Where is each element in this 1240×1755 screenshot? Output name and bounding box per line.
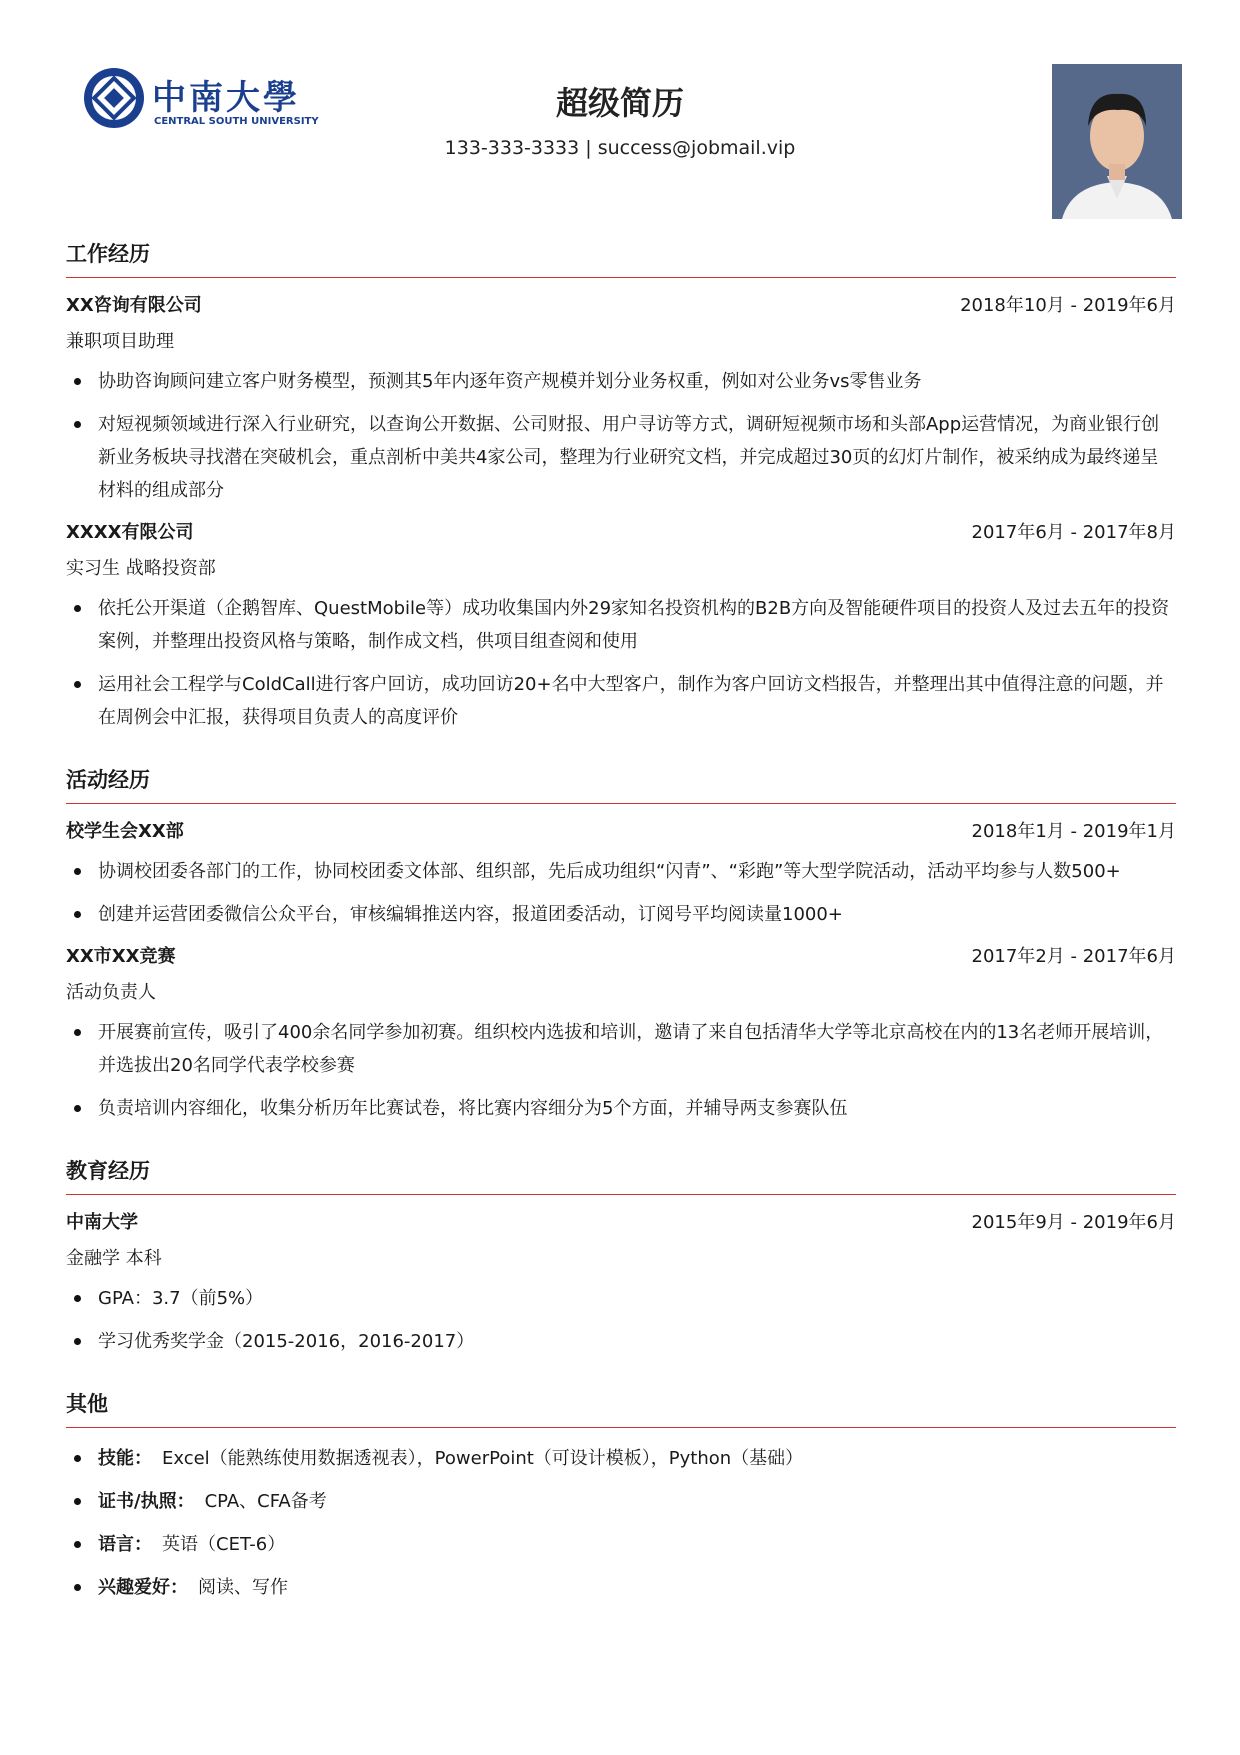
other-item <box>66 1485 1176 1518</box>
entry-date: 2017年2月 - 2017年6月 <box>971 946 1176 967</box>
activity-entry <box>66 943 1176 1125</box>
other-value: Excel（能熟练使用数据透视表），PowerPoint（可设计模板），Python（基础） <box>162 1448 804 1469</box>
other-section <box>66 1388 1176 1604</box>
entry-date: 2017年6月 - 2017年8月 <box>971 522 1176 543</box>
bullet-item: 协调校团委各部门的工作，协同校团委文体部、组织部，先后成功组织“闪青”、“彩跑”等大型学院活动，活动平均参与人数500+ <box>66 855 1176 888</box>
entry-date: 2015年9月 - 2019年6月 <box>971 1212 1176 1233</box>
other-section-title: 其他 <box>66 1388 1176 1428</box>
entry-org: XXXX有限公司 <box>66 522 194 543</box>
logo-name-cn: 中南大學 <box>152 78 300 118</box>
other-item <box>66 1528 1176 1561</box>
bullet-item: GPA：3.7（前5%） <box>66 1282 1176 1315</box>
education-entry <box>66 1209 1176 1358</box>
entry-role: 金融学 本科 <box>66 1248 162 1269</box>
entry-org: XX市XX竞赛 <box>66 946 176 967</box>
other-key: 兴趣爱好： <box>98 1577 188 1598</box>
entry-org: 校学生会XX部 <box>66 821 184 842</box>
entry-org: 中南大学 <box>66 1212 138 1233</box>
activity-entry <box>66 818 1176 931</box>
education-section <box>66 1155 1176 1358</box>
logo-name-en: CENTRAL SOUTH UNIVERSITY <box>154 116 319 127</box>
bullet-item: 学习优秀奖学金（2015-2016，2016-2017） <box>66 1325 1176 1358</box>
person-portrait-icon <box>1052 64 1182 219</box>
entry-org: XX咨询有限公司 <box>66 295 202 316</box>
entry-date: 2018年10月 - 2019年6月 <box>960 295 1176 316</box>
bullet-item: 开展赛前宣传，吸引了400余名同学参加初赛。组织校内选拔和培训，邀请了来自包括清华大学等北京高校在内的13名老师开展培训，并选拔出20名同学代表学校参赛 <box>66 1016 1176 1082</box>
entry-role: 兼职项目助理 <box>66 331 174 352</box>
other-key: 技能： <box>98 1448 152 1469</box>
work-section-title: 工作经历 <box>66 238 1176 278</box>
other-item <box>66 1571 1176 1604</box>
work-entry <box>66 519 1176 734</box>
contact-info: 133-333-3333 | success@jobmail.vip <box>444 137 796 159</box>
other-value: CPA、CFA备考 <box>204 1491 327 1512</box>
other-value: 阅读、写作 <box>198 1577 288 1598</box>
bullet-item: 创建并运营团委微信公众平台，审核编辑推送内容，报道团委活动，订阅号平均阅读量1000+ <box>66 898 1176 931</box>
activity-section <box>66 764 1176 1125</box>
resume-name: 超级简历 <box>555 84 684 122</box>
work-section <box>66 238 1176 734</box>
bullet-item: 依托公开渠道（企鹅智库、QuestMobile等）成功收集国内外29家知名投资机构的B2B方向及智能硬件项目的投资人及过去五年的投资案例，并整理出投资风格与策略，制作成文档，供项目组查阅和使用 <box>66 592 1176 658</box>
bullet-item: 负责培训内容细化，收集分析历年比赛试卷，将比赛内容细分为5个方面，并辅导两支参赛队伍 <box>66 1092 1176 1125</box>
entry-role: 活动负责人 <box>66 982 156 1003</box>
entry-role: 实习生 战略投资部 <box>66 558 216 579</box>
entry-date: 2018年1月 - 2019年1月 <box>971 821 1176 842</box>
other-key: 语言： <box>98 1534 152 1555</box>
bullet-item: 协助咨询顾问建立客户财务模型，预测其5年内逐年资产规模并划分业务权重，例如对公业务vs零售业务 <box>66 365 1176 398</box>
education-section-title: 教育经历 <box>66 1155 1176 1195</box>
work-entry <box>66 292 1176 507</box>
other-key: 证书/执照： <box>98 1491 195 1512</box>
activity-section-title: 活动经历 <box>66 764 1176 804</box>
other-item <box>66 1442 1176 1475</box>
bullet-item: 运用社会工程学与ColdCall进行客户回访，成功回访20+名中大型客户，制作为客户回访文档报告，并整理出其中值得注意的问题，并在周例会中汇报，获得项目负责人的高度评价 <box>66 668 1176 734</box>
bullet-item: 对短视频领域进行深入行业研究，以查询公开数据、公司财报、用户寻访等方式，调研短视频市场和头部App运营情况，为商业银行创新业务板块寻找潜在突破机会，重点剖析中美共4家公司，整理为行业研究文档，并完成超过30页的幻灯片制作，被采纳成为最终递呈材料的组成部分 <box>66 408 1176 507</box>
other-value: 英语（CET-6） <box>162 1534 286 1555</box>
profile-photo <box>1052 64 1182 219</box>
